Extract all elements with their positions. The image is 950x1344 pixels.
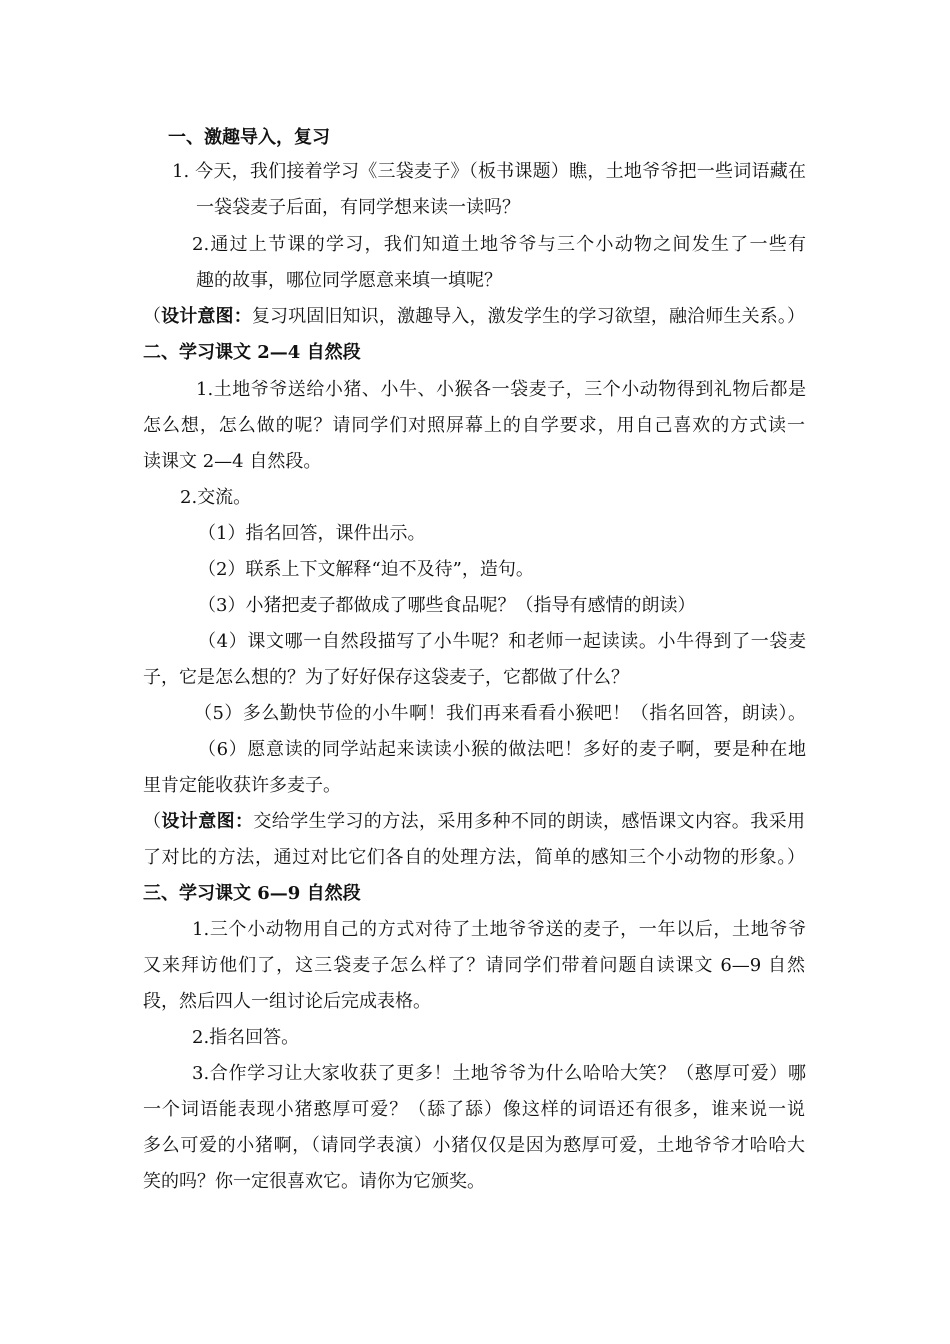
paragraph-line: 一袋袋麦子后面，有同学想来读一读吗？: [196, 197, 520, 218]
paragraph-line: 子，它是怎么想的？为了好好保存这袋麦子，它都做了什么？: [143, 667, 629, 688]
design-intent-text: 了对比的方法，通过对比它们各自的处理方法，简单的感知三个小动物的形象。）: [143, 847, 805, 868]
paragraph-line: 笑的吗？你一定很喜欢它。请你为它颁奖。: [143, 1171, 485, 1192]
design-intent-text: 交给学生学习的方法，采用多种不同的朗读，感悟课文内容。我采用: [253, 811, 806, 832]
design-intent-label: 设计意图：: [161, 811, 254, 832]
paragraph-line: （5）多么勤快节俭的小牛啊！我们再来看看小猴吧！（指名回答，朗读）。: [194, 703, 806, 724]
section-heading-2: 二、学习课文 2—4 自然段: [143, 342, 361, 363]
design-intent-label: 设计意图：: [161, 306, 252, 327]
paragraph-line: （4）课文哪一自然段描写了小牛呢？和老师一起读读。小牛得到了一袋麦: [198, 631, 806, 652]
paragraph-line: 读课文 2—4 自然段。: [143, 451, 322, 472]
paragraph-line: 趣的故事，哪位同学愿意来填一填呢？: [196, 270, 502, 291]
paragraph-line: 1.土地爷爷送给小猪、小牛、小猴各一袋麦子，三个小动物得到礼物后都是: [196, 379, 806, 400]
paragraph-line: （3）小猪把麦子都做成了哪些食品呢？（指导有感情的朗读）: [198, 595, 696, 616]
paragraph-line: （2）联系上下文解释“迫不及待”，造句。: [198, 559, 534, 580]
paragraph-line: 段，然后四人一组讨论后完成表格。: [143, 991, 431, 1012]
paragraph-line: 一个词语能表现小猪憨厚可爱？（舔了舔）像这样的词语还有很多，谁来说一说: [143, 1099, 805, 1120]
paragraph-line: 3.合作学习让大家收获了更多！土地爷爷为什么哈哈大笑？（憨厚可爱）哪: [192, 1063, 806, 1084]
paragraph-line: 又来拜访他们了，这三袋麦子怎么样了？请同学们带着问题自读课文 6—9 自然: [143, 955, 805, 976]
paragraph-line: （1）指名回答，课件出示。: [198, 523, 426, 544]
paragraph-line: 怎么想，怎么做的呢？请同学们对照屏幕上的自学要求，用自己喜欢的方式读一: [143, 415, 805, 436]
paragraph-line: 2.通过上节课的学习，我们知道土地爷爷与三个小动物之间发生了一些有: [192, 234, 806, 255]
paragraph-line: 里肯定能收获许多麦子。: [143, 775, 341, 796]
design-intent-text: 复习巩固旧知识，激趣导入，激发学生的学习欲望，融洽师生关系。）: [251, 306, 806, 327]
paragraph-line: （6）愿意读的同学站起来读读小猴的做法吧！多好的麦子啊，要是种在地: [198, 739, 806, 760]
design-intent-note: （设计意图：复习巩固旧知识，激趣导入，激发学生的学习欲望，融洽师生关系。）: [143, 306, 806, 327]
paragraph-line: 1. 今天，我们接着学习《三袋麦子》（板书课题）瞧，土地爷爷把一些词语藏在: [172, 161, 806, 182]
paragraph-line: 多么可爱的小猪啊，（请同学表演）小猪仅仅是因为憨厚可爱，土地爷爷才哈哈大: [143, 1135, 805, 1156]
design-intent-note: （设计意图：交给学生学习的方法，采用多种不同的朗读，感悟课文内容。我采用: [143, 811, 806, 832]
paragraph-line: 2.指名回答。: [192, 1027, 300, 1048]
section-heading-3: 三、学习课文 6—9 自然段: [143, 883, 361, 904]
section-heading-1: 一、激趣导入，复习: [168, 127, 330, 148]
paragraph-line: 2.交流。: [180, 487, 252, 508]
paragraph-line: 1.三个小动物用自己的方式对待了土地爷爷送的麦子，一年以后，土地爷爷: [192, 919, 806, 940]
